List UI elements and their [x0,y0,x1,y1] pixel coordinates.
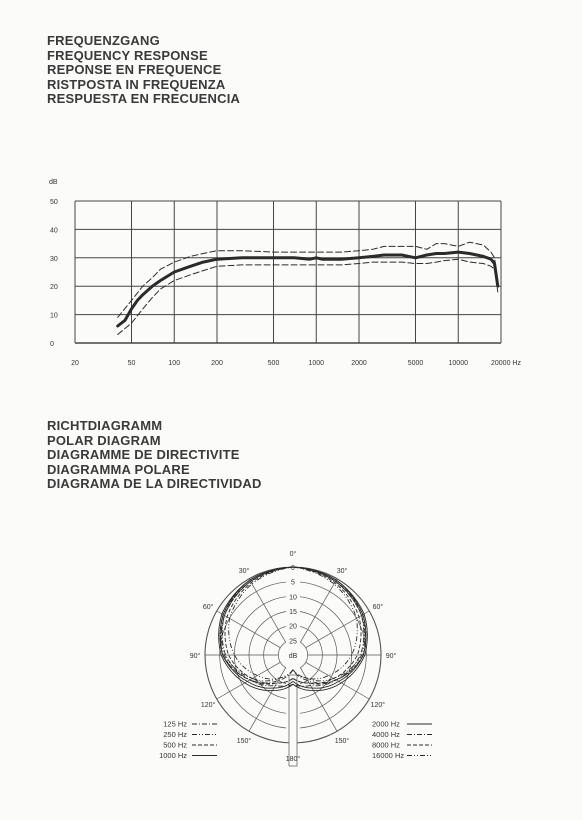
y-axis-unit-label: dB [49,179,58,186]
y-tick-label-30: 30 [50,255,58,263]
legend-125-hz-label: 125 Hz [163,719,187,729]
polar-angle-label--60: 60° [202,604,214,611]
frequency-title-fr: REPONSE EN FREQUENCE [47,62,222,78]
polar-angle-label-30: 30° [336,568,348,576]
x-tick-label-1000: 1000 [308,360,325,367]
y-tick-label-10: 10 [50,312,58,320]
x-tick-label-10000: 10000 [448,360,468,367]
y-tick-label-20: 20 [50,284,58,292]
polar-radial-label-25: 25 [289,638,297,646]
legend-16000-hz-label: 16000 Hz [372,751,405,760]
polar-angle-label-60: 60° [372,604,384,611]
frequency-title-en: FREQUENCY RESPONSE [47,47,208,63]
legend-1000-hz-label: 1000 Hz [159,751,187,760]
legend-4000-hz-label: 4000 Hz [372,730,400,739]
x-tick-label-200: 200 [211,360,223,367]
polar-angle-label--120: 120° [200,702,216,709]
legend-2000-hz-label: 2000 Hz [372,719,400,729]
polar-angle-label--30: 30° [238,568,250,576]
polar-title-es: DIAGRAMA DE LA DIRECTIVIDAD [47,476,262,492]
frequency-title-de: FREQUENZGANG [47,33,160,48]
polar-title-de: RICHTDIAGRAMM [47,418,163,433]
x-tick-label-5000: 5000 [407,360,424,367]
x-tick-label-2000: 2000 [351,360,367,367]
polar-bottom-stem [289,675,297,766]
polar-angle-label--150: 150° [236,737,252,745]
polar-angle-label-180: 180° [285,756,301,763]
polar-angle-label-0: 0° [289,551,297,558]
y-tick-label-50: 50 [50,199,58,206]
polar-radial-label-0: 0 [291,565,295,572]
polar-title-it: DIAGRAMMA POLARE [47,461,190,477]
polar-angle-label-150: 150° [334,737,350,745]
polar-unit-label: dB [288,653,298,660]
x-tick-label-20000: 20000 Hz [491,360,521,367]
polar-angle-label-120: 120° [370,702,386,709]
polar-title-en: POLAR DIAGRAM [47,432,161,448]
polar-radial-label-15: 15 [289,609,297,616]
polar-angle-label--90: 90° [189,653,201,660]
polar-radial-label-10: 10 [289,594,297,602]
x-tick-label-20: 20 [71,360,79,367]
frequency-title-es: RESPUESTA EN FRECUENCIA [47,91,241,107]
frequency-title-it: RISTPOSTA IN FREQUENZA [47,76,226,92]
polar-title-fr: DIAGRAMME DE DIRECTIVITE [47,447,240,463]
y-tick-label-0: 0 [50,341,54,348]
polar-radial-label-5: 5 [291,579,295,587]
legend-8000-hz-label: 8000 Hz [372,740,400,750]
polar-angle-label-90: 90° [385,653,397,660]
polar-radial-label-20: 20 [289,623,297,631]
y-tick-label-40: 40 [50,227,58,235]
x-tick-label-100: 100 [168,360,181,367]
x-tick-label-50: 50 [127,360,136,367]
x-tick-label-500: 500 [267,360,280,367]
legend-250-hz-label: 250 Hz [163,730,187,739]
legend-500-hz-label: 500 Hz [163,740,187,750]
